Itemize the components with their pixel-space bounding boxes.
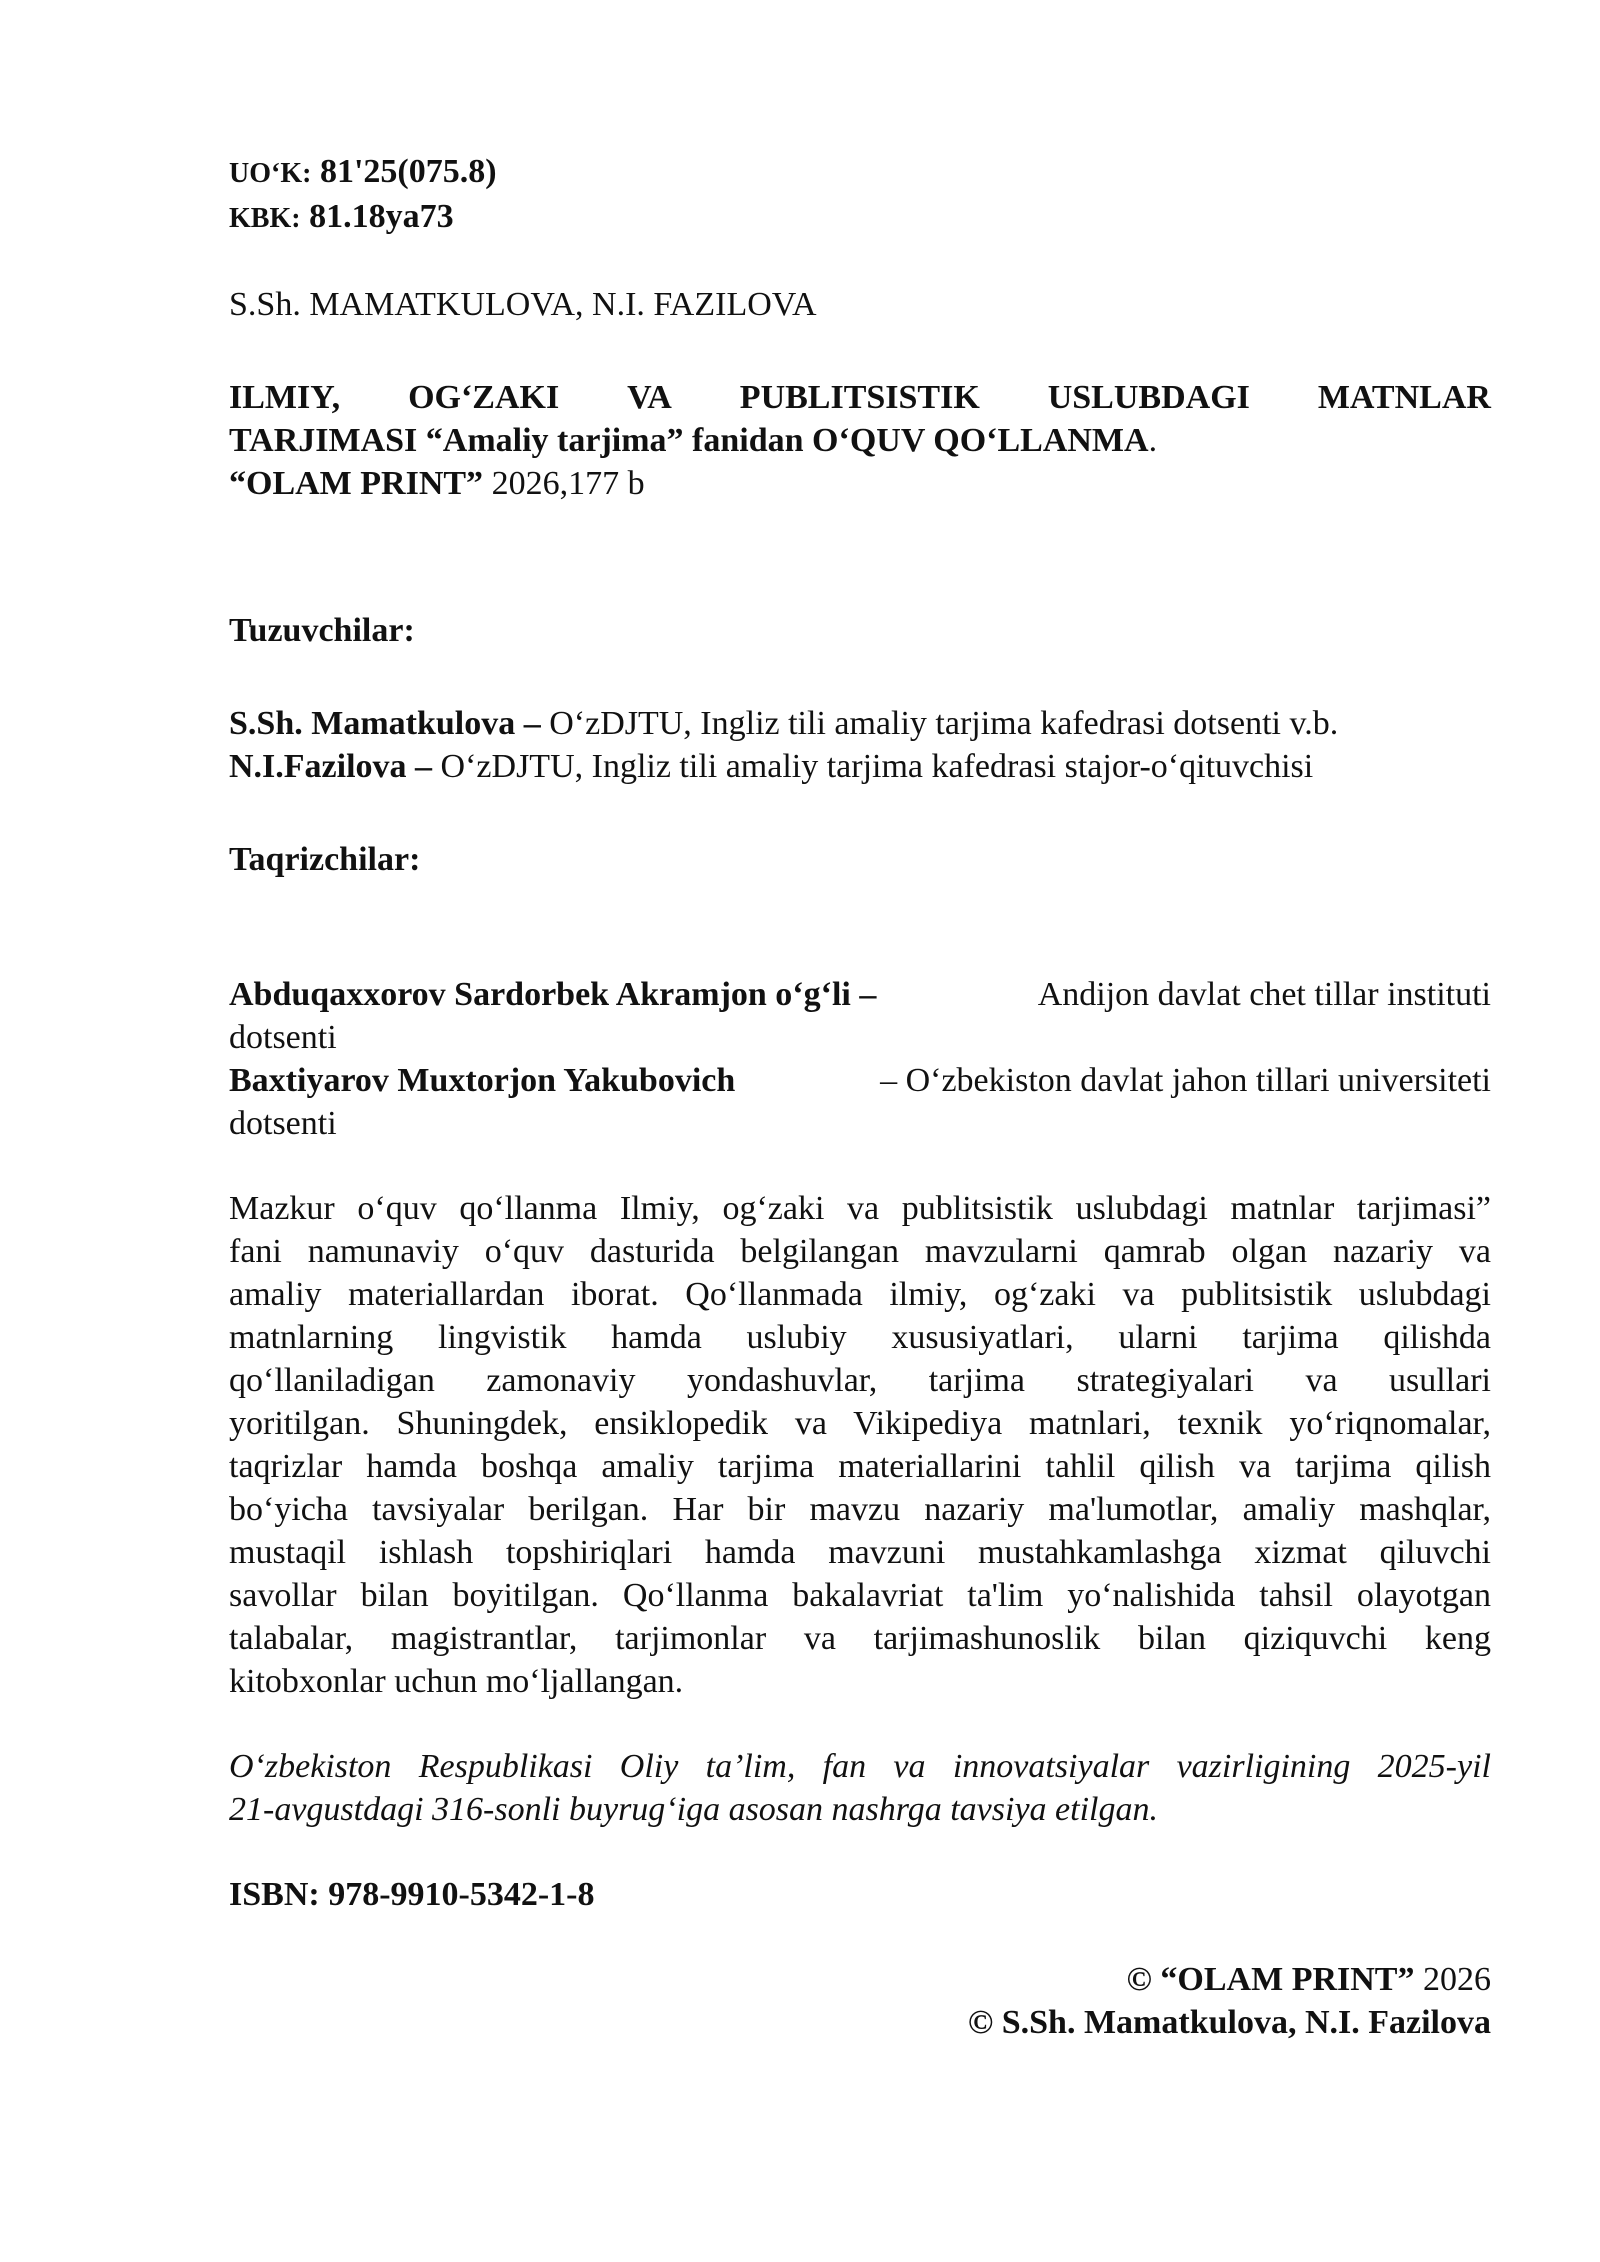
title-block — [229, 376, 1491, 505]
annotation-line: bo‘yicha tavsiyalar berilgan. Har bir mavzu nazariy ma'lumotlar, amaliy mashqlar, — [229, 1491, 1491, 1528]
annotation-line: taqrizlar hamda boshqa amaliy tarjima materiallarini tahlil qilish va tarjima qilish — [229, 1448, 1491, 1485]
classification-block — [229, 150, 1491, 240]
title-word: USLUBDAGI — [1047, 379, 1250, 416]
annotation-line: mustaqil ishlash topshiriqlari hamda mavzuni mustahkamlashga xizmat qiluvchi — [229, 1534, 1491, 1571]
title-word: PUBLITSISTIK — [739, 379, 980, 416]
annotation-line: yoritilgan. Shuningdek, ensiklopedik va Vikipediya matnlari, texnik yo‘riqnomalar, — [229, 1405, 1491, 1442]
title-line-1 — [229, 376, 1491, 419]
reviewers-list — [229, 973, 1491, 1145]
annotation-line: amaliy materiallardan iborat. Qo‘llanmada ilmiy, og‘zaki va publitsistik uslubdagi — [229, 1276, 1491, 1313]
copyright-year: 2026 — [1414, 1961, 1491, 1998]
reviewer-line-1 — [229, 973, 1491, 1016]
kbk-line — [229, 195, 1491, 240]
recommendation-note — [229, 1745, 1491, 1831]
annotation-paragraph — [229, 1187, 1491, 1703]
compiler-item — [229, 745, 1491, 788]
annotation-line: qo‘llaniladigan zamonaviy yondashuvlar, tarjima strategiyalari va usullari — [229, 1362, 1491, 1399]
reviewer-item — [229, 1059, 1491, 1145]
udk-label: UO‘K: — [229, 158, 312, 189]
reviewer-line-1 — [229, 1059, 1491, 1102]
title-line-2-period: . — [1148, 422, 1158, 459]
kbk-label: KBK: — [229, 203, 301, 234]
reviewer-desc: – O‘zbekiston davlat jahon tillari universiteti — [880, 1062, 1491, 1099]
copyright-publisher — [229, 1958, 1491, 2001]
annotation-line: matnlarning lingvistik hamda uslubiy xususiyatlari, ularni tarjima qilishda — [229, 1319, 1491, 1356]
compiler-name: S.Sh. Mamatkulova – — [229, 705, 541, 742]
isbn: ISBN: 978-9910-5342-1-8 — [229, 1876, 595, 1913]
annotation-line: talabalar, magistrantlar, tarjimonlar va tarjimashunoslik bilan qiziquvchi keng — [229, 1620, 1491, 1657]
compilers-list — [229, 702, 1491, 788]
compilers-heading: Tuzuvchilar: — [229, 612, 415, 649]
document-page — [229, 150, 1491, 2044]
annotation-line: fani namunaviy o‘quv dasturida belgilangan mavzularni qamrab olgan nazariy va — [229, 1233, 1491, 1270]
reviewer-desc-cont: dotsenti — [229, 1019, 337, 1056]
udk-line — [229, 150, 1491, 195]
title-line-2-text: TARJIMASI “Amaliy tarjima” fanidan O‘QUV QO‘LLANMA — [229, 422, 1149, 459]
annotation-line: Mazkur o‘quv qo‘llanma Ilmiy, og‘zaki va publitsistik uslubdagi matnlar tarjimasi” — [229, 1190, 1491, 1227]
reviewer-item — [229, 973, 1491, 1059]
udk-value: 81'25(075.8) — [319, 153, 497, 190]
publisher-line — [229, 462, 1491, 505]
title-word: OG‘ZAKI — [408, 379, 560, 416]
annotation-line: kitobxonlar uchun mo‘ljallangan. — [229, 1663, 684, 1700]
title-word: MATNLAR — [1317, 379, 1491, 416]
reviewers-heading: Taqrizchilar: — [229, 841, 421, 878]
recommendation-line: 21-avgustdagi 316-sonli buyrug‘iga asosan nashrga tavsiya etilgan. — [229, 1791, 1158, 1828]
kbk-value: 81.18ya73 — [309, 198, 454, 235]
title-line-2 — [229, 419, 1491, 462]
annotation-line: savollar bilan boyitilgan. Qo‘llanma bakalavriat ta'lim yo‘nalishida tahsil olayotgan — [229, 1577, 1491, 1614]
recommendation-line: O‘zbekiston Respublikasi Oliy ta’lim, fan va innovatsiyalar vazirligining 2025-yil — [229, 1748, 1491, 1785]
compiler-item — [229, 702, 1491, 745]
compiler-name: N.I.Fazilova – — [229, 748, 433, 785]
copyright-publisher-name: © “OLAM PRINT” — [1126, 1961, 1415, 1998]
title-word: ILMIY, — [229, 379, 341, 416]
compiler-desc: O‘zDJTU, Ingliz tili amaliy tarjima kafedrasi stajor-o‘qituvchisi — [432, 748, 1314, 785]
publisher-name: “OLAM PRINT” — [229, 465, 484, 502]
reviewer-desc: Andijon davlat chet tillar instituti — [1037, 976, 1491, 1013]
reviewer-name: Abduqaxxorov Sardorbek Akramjon o‘g‘li – — [229, 976, 877, 1013]
reviewer-name: Baxtiyarov Muxtorjon Yakubovich — [229, 1062, 736, 1099]
title-word: VA — [627, 379, 672, 416]
publisher-details: 2026,177 b — [483, 465, 645, 502]
reviewer-desc-cont: dotsenti — [229, 1105, 337, 1142]
compiler-desc: O‘zDJTU, Ingliz tili amaliy tarjima kafedrasi dotsenti v.b. — [540, 705, 1339, 742]
copyright-authors: © S.Sh. Mamatkulova, N.I. Fazilova — [967, 2004, 1491, 2041]
copyright-block — [229, 1958, 1491, 2044]
authors-line: S.Sh. MAMATKULOVA, N.I. FAZILOVA — [229, 286, 817, 323]
